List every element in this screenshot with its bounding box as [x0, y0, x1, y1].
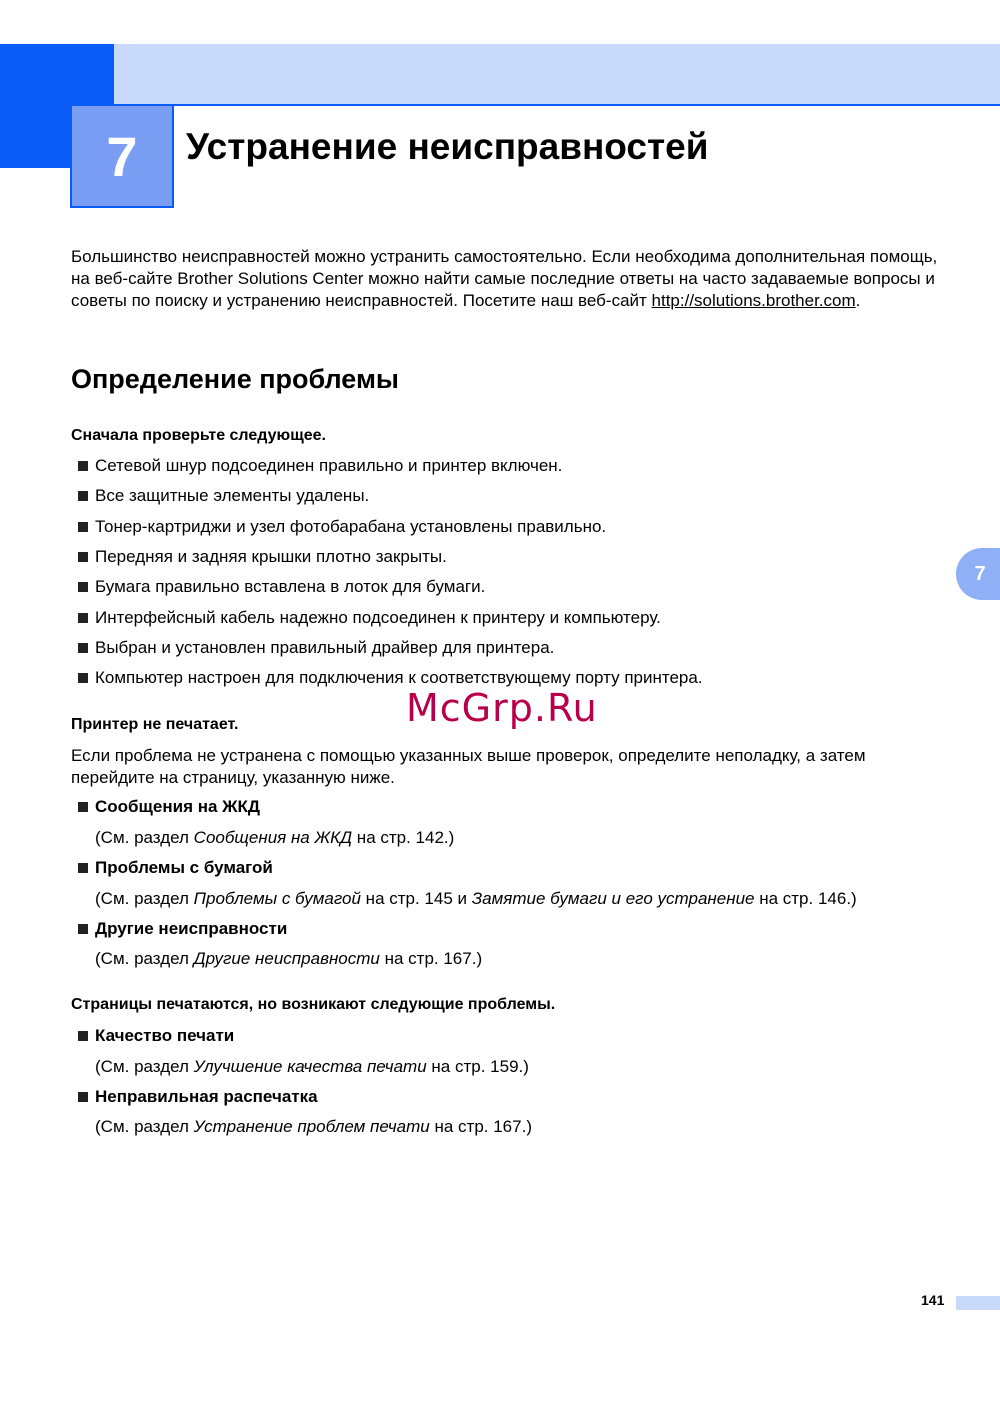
section-title: Определение проблемы	[71, 364, 399, 394]
list-item	[78, 481, 703, 511]
ref-text: на стр. 146.)	[754, 889, 857, 908]
intro-paragraph	[71, 246, 951, 312]
item-label: Неправильная распечатка	[95, 1087, 318, 1106]
ref-text: на стр. 145 и	[360, 889, 472, 908]
ref-text: (См. раздел	[95, 1117, 194, 1136]
ref-text: (См. раздел	[95, 889, 194, 908]
list-item	[78, 542, 703, 572]
paper-problems-ref	[95, 889, 857, 909]
square-bullet-icon	[78, 1092, 88, 1102]
square-bullet-icon	[78, 802, 88, 812]
list-item	[78, 663, 703, 693]
list-item	[78, 451, 703, 481]
square-bullet-icon	[78, 643, 88, 653]
check-list	[78, 451, 703, 693]
print-quality-ref	[95, 1057, 529, 1077]
ref-section-name: Замятие бумаги и его устранение	[471, 889, 755, 908]
ref-text: (См. раздел	[95, 1057, 194, 1076]
list-item-text: Выбран и установлен правильный драйвер для принтера.	[95, 637, 555, 657]
ref-section-name: Проблемы с бумагой	[193, 889, 361, 908]
item-label: Качество печати	[95, 1026, 235, 1045]
ref-section-name: Сообщения на ЖКД	[193, 828, 353, 847]
list-item-text: Сетевой шнур подсоединен правильно и принтер включен.	[95, 456, 563, 476]
footer-bar	[956, 1296, 1000, 1310]
square-bullet-icon	[78, 461, 88, 471]
square-bullet-icon	[78, 522, 88, 532]
list-item-text: Интерфейсный кабель надежно подсоединен к принтеру и компьютеру.	[95, 607, 661, 627]
lcd-messages-item	[78, 797, 260, 817]
list-item-text: Компьютер настроен для подключения к соответствующему порту принтера.	[95, 668, 703, 688]
list-item	[78, 572, 703, 602]
ref-text: (См. раздел	[95, 949, 194, 968]
solutions-link[interactable]: http://solutions.brother.com	[651, 291, 856, 310]
not-printing-heading: Принтер не печатает.	[71, 716, 239, 733]
page-number: 141	[921, 1292, 945, 1308]
watermark: McGrp.Ru	[406, 686, 598, 730]
lcd-messages-ref	[95, 828, 454, 848]
square-bullet-icon	[78, 1031, 88, 1041]
wrong-printout-item	[78, 1087, 318, 1107]
check-first-heading: Сначала проверьте следующее.	[71, 427, 326, 444]
ref-text: на стр. 159.)	[426, 1057, 529, 1076]
other-problems-ref	[95, 949, 482, 969]
chapter-side-tab: 7	[956, 548, 1000, 600]
list-item-text: Бумага правильно вставлена в лоток для бумаги.	[95, 577, 486, 597]
ref-section-name: Улучшение качества печати	[193, 1057, 427, 1076]
intro-end: .	[855, 291, 861, 310]
square-bullet-icon	[78, 491, 88, 501]
intro-text: Большинство неисправностей можно устранить самостоятельно. Если необходима дополнительная помощь, на веб-сайте Brother Solutions Center можно найти самые последние ответы на часто задаваемые вопросы и советы по поиску и устранению неисправностей. Посетите наш веб-сайт	[71, 247, 938, 310]
square-bullet-icon	[78, 613, 88, 623]
square-bullet-icon	[78, 582, 88, 592]
ref-section-name: Другие неисправности	[193, 949, 380, 968]
square-bullet-icon	[78, 924, 88, 934]
square-bullet-icon	[78, 552, 88, 562]
not-printing-text: Если проблема не устранена с помощью указанных выше проверок, определите неполадку, а затем перейдите на страницу, указанную ниже.	[71, 746, 866, 787]
ref-text: на стр. 167.)	[429, 1117, 532, 1136]
chapter-number-box	[70, 104, 174, 208]
list-item-text: Все защитные элементы удалены.	[95, 486, 370, 506]
item-label: Сообщения на ЖКД	[95, 797, 261, 816]
paper-problems-item	[78, 858, 273, 878]
chapter-title: Устранение неисправностей	[186, 126, 709, 167]
chapter-number: 7	[106, 124, 138, 188]
square-bullet-icon	[78, 863, 88, 873]
list-item-text: Передняя и задняя крышки плотно закрыты.	[95, 547, 447, 567]
ref-section-name: Устранение проблем печати	[193, 1117, 430, 1136]
other-problems-item	[78, 919, 287, 939]
list-item-text: Тонер-картриджи и узел фотобарабана установлены правильно.	[95, 516, 607, 536]
list-item	[78, 512, 703, 542]
ref-text: на стр. 142.)	[352, 828, 455, 847]
square-bullet-icon	[78, 673, 88, 683]
print-quality-item	[78, 1026, 234, 1046]
list-item	[78, 602, 703, 632]
item-label: Проблемы с бумагой	[95, 858, 273, 877]
wrong-printout-ref	[95, 1117, 532, 1137]
ref-text: (См. раздел	[95, 828, 194, 847]
header-rule	[114, 104, 1000, 106]
print-problems-heading: Страницы печатаются, но возникают следующие проблемы.	[71, 996, 556, 1013]
header-band	[0, 44, 1000, 104]
list-item	[78, 633, 703, 663]
item-label: Другие неисправности	[95, 919, 288, 938]
ref-text: на стр. 167.)	[379, 949, 483, 968]
